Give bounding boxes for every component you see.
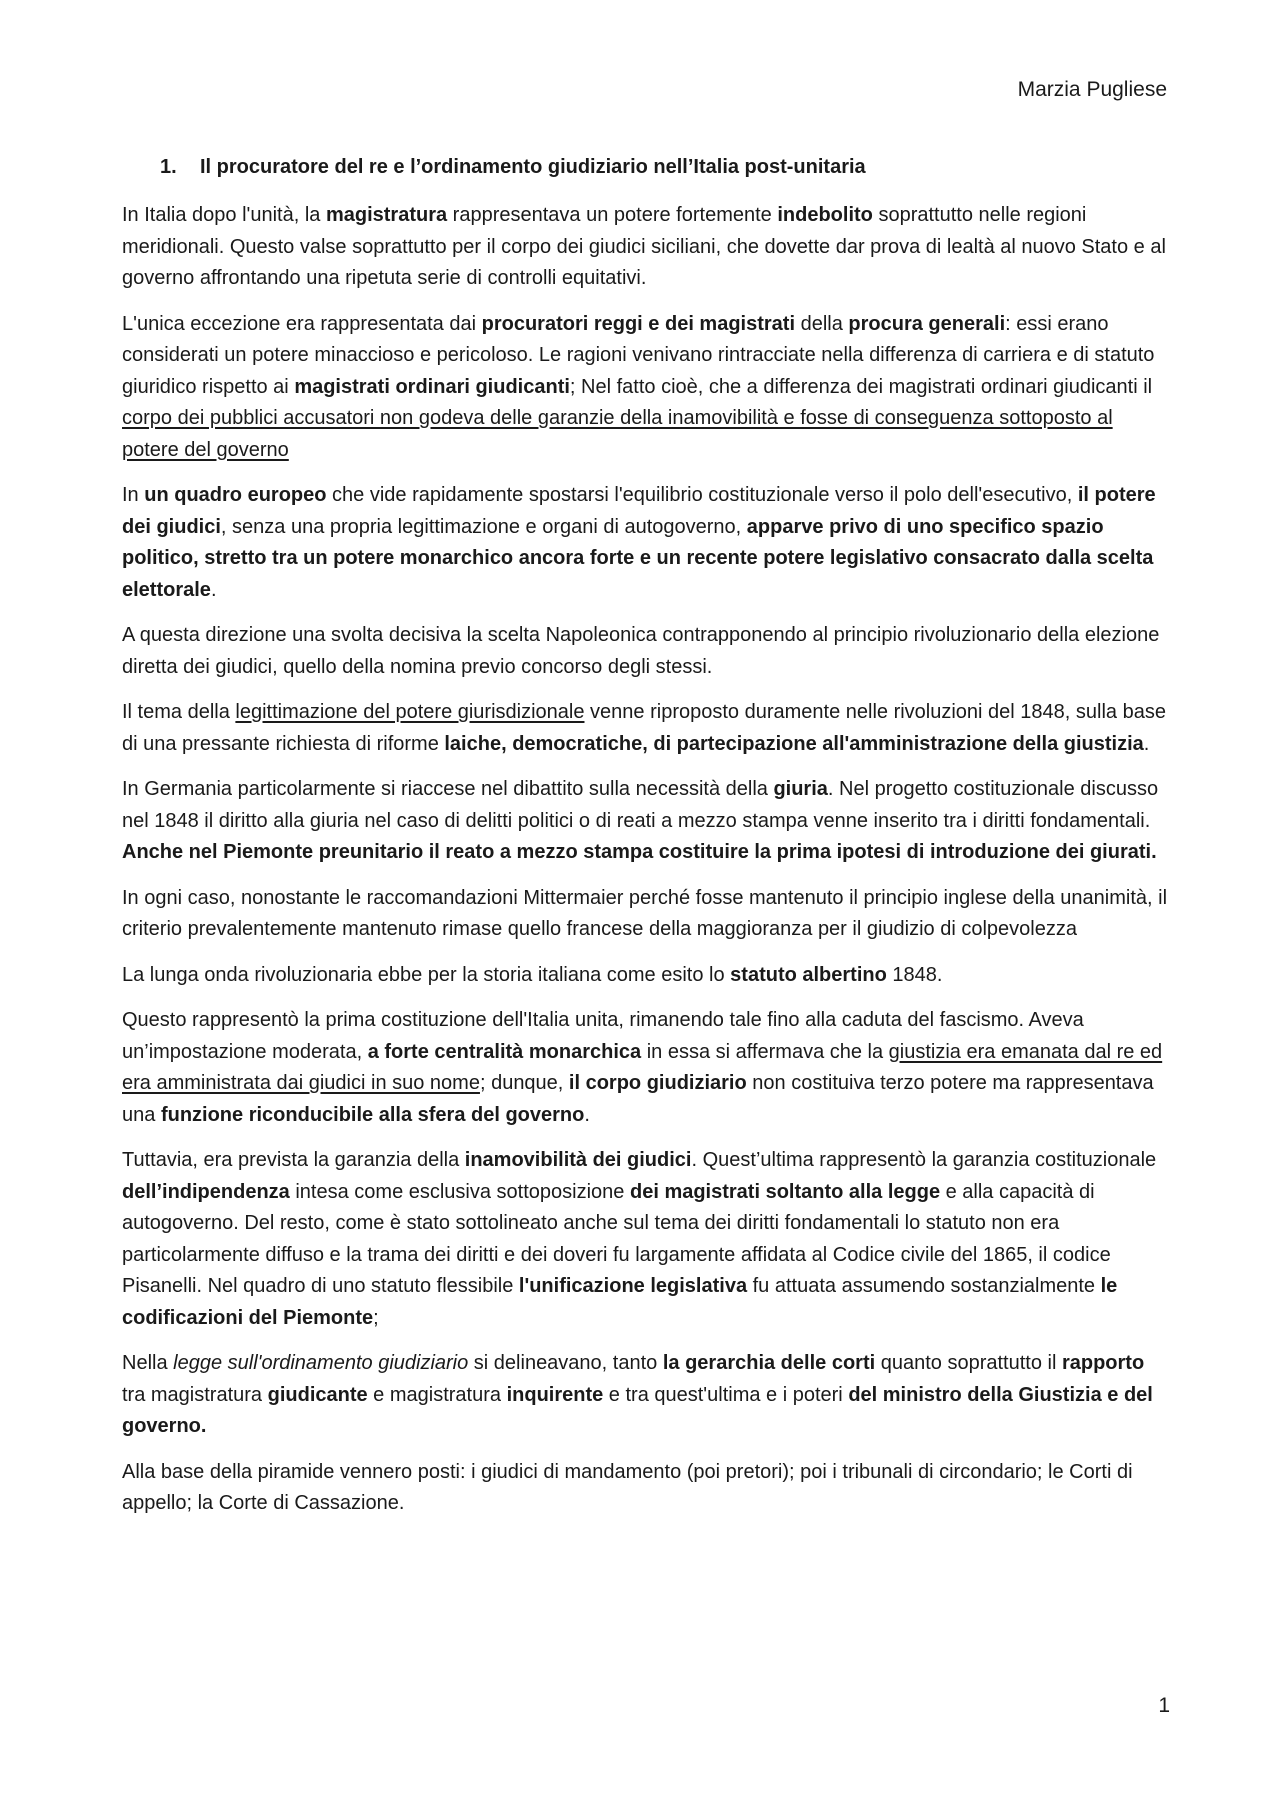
paragraph-1 bbox=[122, 200, 1170, 295]
text-run: intesa come esclusiva sottoposizione bbox=[289, 1180, 630, 1203]
text-run: fu attuata assumendo sostanzialmente bbox=[747, 1275, 1101, 1297]
text-run: 1848. bbox=[886, 963, 943, 986]
underlined-run: corpo dei pubblici accusatori non godeva delle garanzie della inamovibilità e fosse di conseguenza sottoposto al potere del governo bbox=[122, 407, 1113, 461]
text-run: Il tema della bbox=[122, 701, 236, 723]
bold-run: apparve privo di uno specifico spazio politico, stretto tra un potere monarchico ancora forte e un recente potere legislativo consacrato dalla scelta elettorale bbox=[122, 515, 1154, 601]
paragraph-4 bbox=[122, 620, 1170, 683]
bold-run: statuto albertino bbox=[730, 963, 887, 986]
bold-run: giuria bbox=[773, 778, 828, 800]
text-run: L'unica eccezione era rappresentata dai bbox=[122, 312, 482, 335]
paragraph-8 bbox=[122, 960, 1170, 992]
text-run: . bbox=[584, 1103, 590, 1126]
text-run: e tra quest'ultima e i poteri bbox=[603, 1383, 849, 1406]
bold-run: la gerarchia delle corti bbox=[662, 1352, 876, 1374]
text-run: Tuttavia, era prevista la garanzia della bbox=[122, 1149, 465, 1171]
underlined-run: giustizia era emanata dal re ed era amministrata dai giudici in suo nome bbox=[122, 1040, 1163, 1094]
body-text bbox=[122, 200, 1170, 1534]
paragraph-12 bbox=[122, 1457, 1170, 1520]
paragraph-3 bbox=[122, 480, 1170, 606]
bold-run: laiche, democratiche, di partecipazione all'amministrazione della giustizia bbox=[444, 732, 1144, 755]
underlined-run: legittimazione del potere giurisdizionale bbox=[235, 701, 585, 723]
bold-run: l'unificazione legislativa bbox=[518, 1275, 748, 1297]
text-run: : essi erano considerati un potere minaccioso e pericoloso. Le ragioni venivano rintracciate nella differenza di carriera e di statuto giuridico rispetto ai bbox=[122, 312, 1155, 398]
paragraph-6 bbox=[122, 774, 1170, 869]
text-run: In ogni caso, nonostante le raccomandazioni Mittermaier perché fosse mantenuto il principio inglese della unanimità, il criterio prevalentemente mantenuto rimase quello francese della maggioranza per il giudizio di colpevolezza bbox=[122, 886, 1168, 940]
text-run: venne riproposto duramente nelle rivoluzioni del 1848, sulla base di una pressante richiesta di riforme bbox=[122, 701, 1166, 755]
text-run: A questa direzione una svolta decisiva la scelta Napoleonica contrapponendo al principio rivoluzionario della elezione diretta dei giudici, quello della nomina previo concorso degli stessi. bbox=[122, 624, 1160, 678]
text-run: si delineavano, tanto bbox=[468, 1352, 663, 1374]
text-run: in essa si affermava che la bbox=[641, 1040, 889, 1063]
text-run: ; dunque, bbox=[479, 1072, 569, 1094]
text-run: e magistratura bbox=[367, 1383, 507, 1406]
text-run: In Germania particolarmente si riaccese nel dibattito sulla necessità della bbox=[122, 778, 774, 800]
bold-run: magistrati ordinari giudicanti bbox=[294, 375, 570, 398]
bold-run: il potere dei giudici bbox=[122, 484, 1156, 538]
text-run: In Italia dopo l'unità, la bbox=[122, 204, 326, 226]
text-run: rappresentava un potere fortemente bbox=[447, 204, 778, 226]
page-number: 1 bbox=[1158, 1694, 1170, 1717]
bold-run: inquirente bbox=[506, 1383, 604, 1406]
text-run: . Quest’ultima rappresentò la garanzia costituzionale bbox=[691, 1149, 1157, 1171]
bold-run: magistratura bbox=[325, 204, 448, 226]
text-run: Questo rappresentò la prima costituzione dell'Italia unita, rimanendo tale fino alla caduta del fascismo. Aveva un’impostazione moderata, bbox=[122, 1009, 1084, 1063]
text-run: e alla capacità di autogoverno. Del resto, come è stato sottolineato anche sul tema dei diritti fondamentali lo statuto non era particolarmente diffuso e la trama dei diritti e dei doveri fu largamente affidata al Codice civile del 1865, il codice Pisanelli. Nel quadro di uno statuto flessibile bbox=[122, 1180, 1111, 1297]
italic-run: legge sull'ordinamento giudiziario bbox=[173, 1352, 469, 1374]
text-run: Alla base della piramide vennero posti: i giudici di mandamento (poi pretori); poi i tribunali di circondario; le Corti di appello; la Corte di Cassazione. bbox=[122, 1460, 1133, 1514]
bold-run: il corpo giudiziario bbox=[568, 1072, 747, 1094]
text-run: In bbox=[122, 484, 145, 506]
text-run: ; bbox=[373, 1306, 379, 1329]
bold-run: giudicante bbox=[267, 1383, 368, 1406]
text-run: che vide rapidamente spostarsi l'equilibrio costituzionale verso il polo dell'esecutivo, bbox=[326, 484, 1078, 506]
text-run: La lunga onda rivoluzionaria ebbe per la storia italiana come esito lo bbox=[122, 963, 731, 986]
bold-run: dei magistrati soltanto alla legge bbox=[629, 1180, 941, 1203]
paragraph-11 bbox=[122, 1348, 1170, 1443]
section-title: Il procuratore del re e l’ordinamento giudiziario nell’Italia post-unitaria bbox=[200, 156, 866, 178]
bold-run: procuratori reggi e dei magistrati bbox=[481, 312, 796, 335]
bold-run: del ministro della Giustizia e del governo. bbox=[122, 1383, 1153, 1437]
text-run: . bbox=[1143, 732, 1150, 755]
bold-run: indebolito bbox=[777, 204, 873, 226]
text-run: della bbox=[795, 312, 849, 335]
paragraph-2 bbox=[122, 309, 1170, 467]
text-run: quanto soprattutto il bbox=[875, 1352, 1062, 1374]
text-run: tra magistratura bbox=[122, 1383, 268, 1406]
paragraph-7 bbox=[122, 883, 1170, 946]
text-run: . Nel progetto costituzionale discusso nel 1848 il diritto alla giuria nel caso di delitti politici o di reati a mezzo stampa venne inserito tra i diritti fondamentali. bbox=[122, 778, 1159, 832]
bold-run: dell’indipendenza bbox=[122, 1180, 290, 1203]
text-run: Nella bbox=[122, 1352, 174, 1374]
text-run: . bbox=[210, 578, 217, 601]
bold-run: rapporto bbox=[1061, 1352, 1145, 1374]
text-run: ; Nel fatto cioè, che a differenza dei magistrati ordinari giudicanti il bbox=[569, 375, 1153, 398]
paragraph-10 bbox=[122, 1145, 1170, 1334]
section-number: 1. bbox=[160, 156, 177, 178]
text-run: soprattutto nelle regioni meridionali. Questo valse soprattutto per il corpo dei giudici siciliani, che dovette dar prova di lealtà al nuovo Stato e al governo affrontando una ripetuta serie di controlli equitativi. bbox=[122, 204, 1166, 289]
bold-run: a forte centralità monarchica bbox=[367, 1040, 642, 1063]
bold-run: Anche nel Piemonte preunitario il reato a mezzo stampa costituire la prima ipotesi di introduzione dei giurati. bbox=[122, 841, 1157, 863]
section-heading bbox=[160, 153, 1160, 181]
header-author: Marzia Pugliese bbox=[1017, 78, 1167, 101]
paragraph-9 bbox=[122, 1005, 1170, 1131]
bold-run: inamovibilità dei giudici bbox=[464, 1149, 692, 1171]
bold-run: le codificazioni del Piemonte bbox=[122, 1275, 1118, 1329]
bold-run: procura generali bbox=[848, 312, 1006, 335]
bold-run: funzione riconducibile alla sfera del governo bbox=[160, 1103, 585, 1126]
bold-run: un quadro europeo bbox=[144, 484, 327, 506]
text-run: non costituiva terzo potere ma rappresentava una bbox=[122, 1072, 1154, 1126]
text-run: , senza una propria legittimazione e organi di autogoverno, bbox=[220, 515, 747, 538]
paragraph-5 bbox=[122, 697, 1170, 760]
